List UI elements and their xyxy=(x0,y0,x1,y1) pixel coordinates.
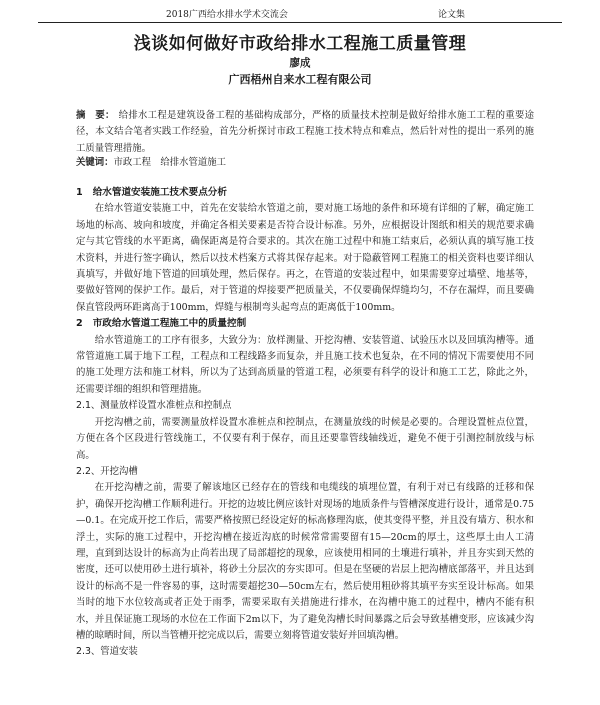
section-title: 市政给水管道工程施工中的质量控制 xyxy=(92,318,247,330)
paper-author: 廖成 xyxy=(289,57,311,69)
subsection-heading xyxy=(76,464,534,480)
subsection-title: 管道安装 xyxy=(100,646,138,658)
header-proceedings: 论文集 xyxy=(438,10,466,20)
keywords xyxy=(76,155,534,171)
section-number: 1 xyxy=(76,187,83,198)
subsection-heading xyxy=(76,398,534,414)
subsection-title: 开挖沟槽 xyxy=(100,465,138,477)
subsection-number: 2.2、 xyxy=(76,465,101,477)
section-paragraph: 在开挖沟槽之前，需要了解该地区已经存在的管线和电缆线的填埋位置，有利于对已有线路的迁移和保护，确保开挖沟槽工作顺利进行。开挖的边坡比例应该针对现场的地质条件与管槽深度进行设计，通常是0.75—0.1。在完成开挖工作后，需要严格按照已经设定好的标高修理沟底，使其变得平整，并且没有墙方、积水和浮土，实际的施工过程中，开挖沟槽在接近沟底的时候常常需要留有15—20cm的厚土，这些厚土由人工清理，直到到达设计的标高为止尚若出现了局部超挖的现象，应该使用相同的土壤进行填补，并且夯实到天然的密度，还可以使用砂土进行填补，将砂土分层次的夯实即可。但是在坚硬的岩层上把沟槽底部落平，并且达到设计的标高不是一件容易的事，这时需要超挖30—50cm左右，然后使用粗砂将其填平夯实至设计标高。如果当时的地下水位较高或者正处于雨季，需要采取有关措施进行排水，在沟槽中施工的过程中，槽内不能有积水，并且保证施工现场的水位在工作面下2m以下，为了避免沟槽长时间暴露之后会导致基槽变形，应该减少沟槽的晾晒时间，所以当管槽开挖完成以后，需要立刻将管道安装好并回填沟槽。 xyxy=(76,482,534,641)
section-number: 2 xyxy=(76,318,83,330)
running-header xyxy=(38,8,562,23)
section-title: 给水管道安装施工技术要点分析 xyxy=(92,187,227,198)
keywords-text: 市政工程 给排水管道施工 xyxy=(113,157,227,168)
section-heading xyxy=(76,316,534,332)
subsection-number: 2.1、 xyxy=(76,400,101,412)
keywords-label: 关键词： xyxy=(76,157,114,168)
section-heading xyxy=(76,185,534,201)
abstract-text: 给排水工程是建筑设备工程的基础构成部分，严格的质量技术控制是做好给排水施工工程的重要途径，本文结合笔者实践工作经验，首先分析探讨市政工程施工技术特点和难点，然后针对性的提出一系列的施工质量管理措施。 xyxy=(76,110,534,154)
abstract xyxy=(76,108,534,157)
main-text xyxy=(76,185,534,661)
section-paragraph: 给水管道施工的工序有很多，大致分为：放样测量、开挖沟槽、安装管道、试验压水以及回填沟槽等。通常管道施工属于地下工程，工程点和工程线路多而复杂，并且施工技术也复杂，在不同的情况下需要使用不同的施工处理方法和施工材料，所以为了达到高质量的管道工程，必须要有科学的设计和施工工艺，除此之外，还需要详细的组织和管理措施。 xyxy=(76,334,534,395)
abstract-label: 摘 要： xyxy=(76,110,115,121)
paper-title: 浅谈如何做好市政给排水工程施工质量管理 xyxy=(133,34,467,54)
subsection-number: 2.3、 xyxy=(76,646,101,658)
paper-affiliation: 广西梧州自来水工程有限公司 xyxy=(228,73,372,86)
section-paragraph: 在给水管道安装施工中，首先在安装给水管道之前，要对施工场地的条件和环境有详细的了解，确定施工场地的标高、坡向和坡度，并确定各相关要素是否符合设计标准。另外，应根据设计图纸和相关的规范要求确定与其它管线的水平距离，确保距离是符合要求的。其次在施工过程中和施工结束后，必须认真的填写施工技术资料，并进行签字确认，然后以技术档案方式将其保存起来。对于隐蔽管网工程施工的相关资料也要详细认真填写，并做好地下管道的回填处理，然后保存。再之，在管道的安装过程中，如果需要穿过墙壁、地基等，要做好管网的保护工作。最后，对于管道的焊接要严把质量关，不仅要确保焊缝均匀，不存在漏焊，而且要确保直管段两环距离高于100mm，焊缝与根制弯头起弯点的距离低于100mm。 xyxy=(76,203,534,313)
subsection-heading xyxy=(76,644,534,660)
section-paragraph: 开挖沟槽之前，需要测量放样设置水准桩点和控制点，在测量放线的时候是必要的。合理设置桩点位置，方便在各个区段进行管线施工，不仅要有利于保存，而且还要靠管线轴线近，避免不便于引测控制放线与标高。 xyxy=(76,416,534,461)
subsection-title: 测量放样设置水准桩点和控制点 xyxy=(100,400,232,412)
header-conference: 2018广西给水排水学术交流会 xyxy=(166,10,288,20)
